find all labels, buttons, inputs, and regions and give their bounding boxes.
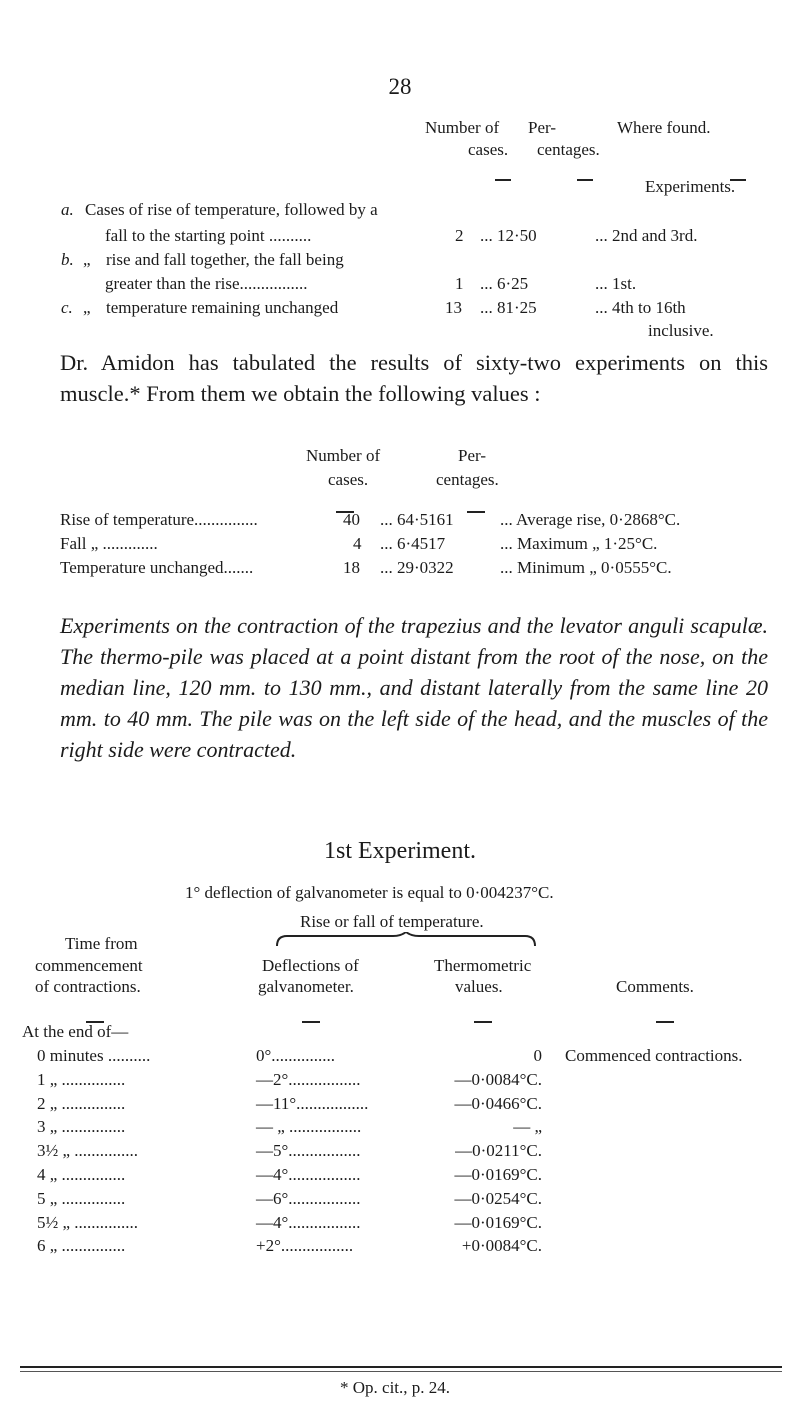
header-time-3: of contractions.	[35, 977, 141, 996]
row-letter: c.	[61, 298, 73, 317]
row-percent: ... 64·5161	[380, 510, 454, 529]
header-per: Per-	[528, 118, 556, 137]
header-brace	[275, 932, 537, 953]
experiment-heading: 1st Experiment.	[324, 838, 476, 864]
row-time: 1 „ ...............	[37, 1069, 126, 1089]
header-cases: cases.	[468, 140, 509, 159]
row-count: 40	[343, 510, 360, 529]
header-time-1: Time from	[65, 934, 138, 953]
header-deflections-1: Deflections of	[262, 956, 359, 975]
header-at-end: At the end of—	[22, 1022, 129, 1041]
footer-rule	[20, 1371, 782, 1372]
row-deflection: —4°.................	[256, 1165, 361, 1184]
row-description: fall to the starting point ..........	[105, 226, 312, 245]
row-letter: a.	[61, 200, 74, 219]
header-thermo-2: values.	[455, 977, 503, 996]
row-time: 3½ „ ...............	[37, 1141, 139, 1161]
row-ditto: „	[83, 298, 91, 317]
row-time: 6 „ ...............	[37, 1236, 126, 1256]
row-time: 2 „ ...............	[37, 1093, 126, 1113]
row-thermometric-value: 0	[533, 1046, 542, 1065]
row-thermometric-value: —0·0169°C.	[454, 1212, 542, 1232]
row-deflection: —5°.................	[256, 1141, 361, 1161]
row-thermometric-value: —0·0169°C.	[454, 1165, 542, 1184]
page-number: 28	[388, 74, 412, 99]
header-thermo-1: Thermometric	[434, 956, 532, 975]
header-rule	[656, 1010, 674, 1028]
row-where: ... 4th to 16th	[595, 298, 686, 317]
body-paragraph: Dr. Amidon has tabulated the results of sixty-two experiments on this muscle.* From them we obtain the following values :	[60, 350, 768, 406]
header-rule	[302, 1010, 320, 1028]
row-percent: ... 6·4517	[380, 534, 446, 553]
row-comment: Commenced contractions.	[565, 1046, 743, 1065]
row-count: 13	[445, 298, 462, 317]
row-time: 5½ „ ...............	[37, 1212, 139, 1232]
row-where-cont: inclusive.	[648, 321, 714, 340]
row-time: 5 „ ...............	[37, 1188, 126, 1208]
header-experiments: Experiments.	[645, 177, 736, 196]
header-per: Per-	[458, 446, 486, 465]
row-where: ... 2nd and 3rd.	[595, 226, 698, 245]
row-thermometric-value: — „	[513, 1117, 542, 1137]
header-rule	[577, 168, 593, 186]
header-rule	[474, 1010, 492, 1028]
header-rise-fall: Rise or fall of temperature.	[300, 912, 484, 931]
deflection-note: 1° deflection of galvanometer is equal to 0·004237°C.	[185, 883, 554, 902]
row-count: 18	[343, 558, 360, 577]
row-deflection: +2°.................	[256, 1236, 354, 1256]
experiments-paragraph: Experiments on the contraction of the trapezius and the levator anguli scapulæ. The thermo-pile was placed at a point distant from the root of the nose, on the median line, 120 mm. to 130 mm., and distant laterally from the same line 20 mm. to 40 mm. The pile was on the left side of the head, and the muscles of the right side were contracted.	[60, 613, 768, 762]
row-percent: ... 81·25	[480, 298, 537, 317]
row-percent: ... 12·50	[480, 226, 537, 245]
row-note: ... Maximum „ 1·25°C.	[500, 534, 658, 553]
header-comments: Comments.	[616, 977, 694, 996]
header-deflections-2: galvanometer.	[258, 977, 354, 996]
row-time: 3 „ ...............	[37, 1117, 126, 1137]
row-note: ... Minimum „ 0·0555°C.	[500, 558, 672, 577]
row-label: Fall „ .............	[60, 534, 158, 553]
row-percent: ... 6·25	[480, 274, 529, 293]
row-thermometric-value: —0·0466°C.	[454, 1093, 542, 1113]
row-count: 1	[455, 274, 464, 293]
row-time: 4 „ ...............	[37, 1165, 126, 1184]
row-where: ... 1st.	[595, 274, 637, 293]
row-label: Rise of temperature...............	[60, 510, 258, 529]
header-rule	[467, 500, 485, 518]
row-thermometric-value: —0·0084°C.	[454, 1069, 542, 1089]
header-number-of: Number of	[425, 118, 500, 137]
header-number-of: Number of	[306, 446, 381, 465]
row-deflection: 0°...............	[256, 1046, 336, 1065]
row-thermometric-value: +0·0084°C.	[461, 1236, 542, 1256]
row-count: 2	[455, 226, 464, 245]
header-centages: centages.	[436, 470, 499, 489]
row-ditto: „	[83, 250, 91, 269]
row-deflection: —11°.................	[256, 1093, 369, 1113]
row-note: ... Average rise, 0·2868°C.	[500, 510, 681, 529]
row-deflection: — „ .................	[256, 1117, 362, 1137]
row-description: rise and fall together, the fall being	[106, 250, 344, 269]
row-description: temperature remaining unchanged	[106, 298, 339, 317]
footer-rule	[20, 1366, 782, 1368]
footnote: * Op. cit., p. 24.	[340, 1378, 451, 1397]
row-letter: b.	[61, 250, 74, 269]
row-description: Cases of rise of temperature, followed by a	[85, 200, 378, 219]
header-time-2: commencement	[35, 956, 143, 975]
row-label: Temperature unchanged.......	[60, 558, 254, 577]
row-thermometric-value: —0·0211°C.	[455, 1141, 542, 1161]
row-description: greater than the rise................	[105, 274, 308, 293]
row-deflection: —2°.................	[256, 1069, 361, 1089]
header-cases: cases.	[328, 470, 369, 489]
row-deflection: —4°.................	[256, 1212, 361, 1232]
header-centages: centages.	[537, 140, 600, 159]
row-percent: ... 29·0322	[380, 558, 454, 577]
row-thermometric-value: —0·0254°C.	[454, 1188, 542, 1208]
header-where-found: Where found.	[617, 118, 711, 137]
row-time: 0 minutes ..........	[37, 1046, 151, 1065]
header-rule	[495, 168, 511, 186]
row-count: 4	[353, 534, 362, 553]
row-deflection: —6°.................	[256, 1188, 361, 1208]
